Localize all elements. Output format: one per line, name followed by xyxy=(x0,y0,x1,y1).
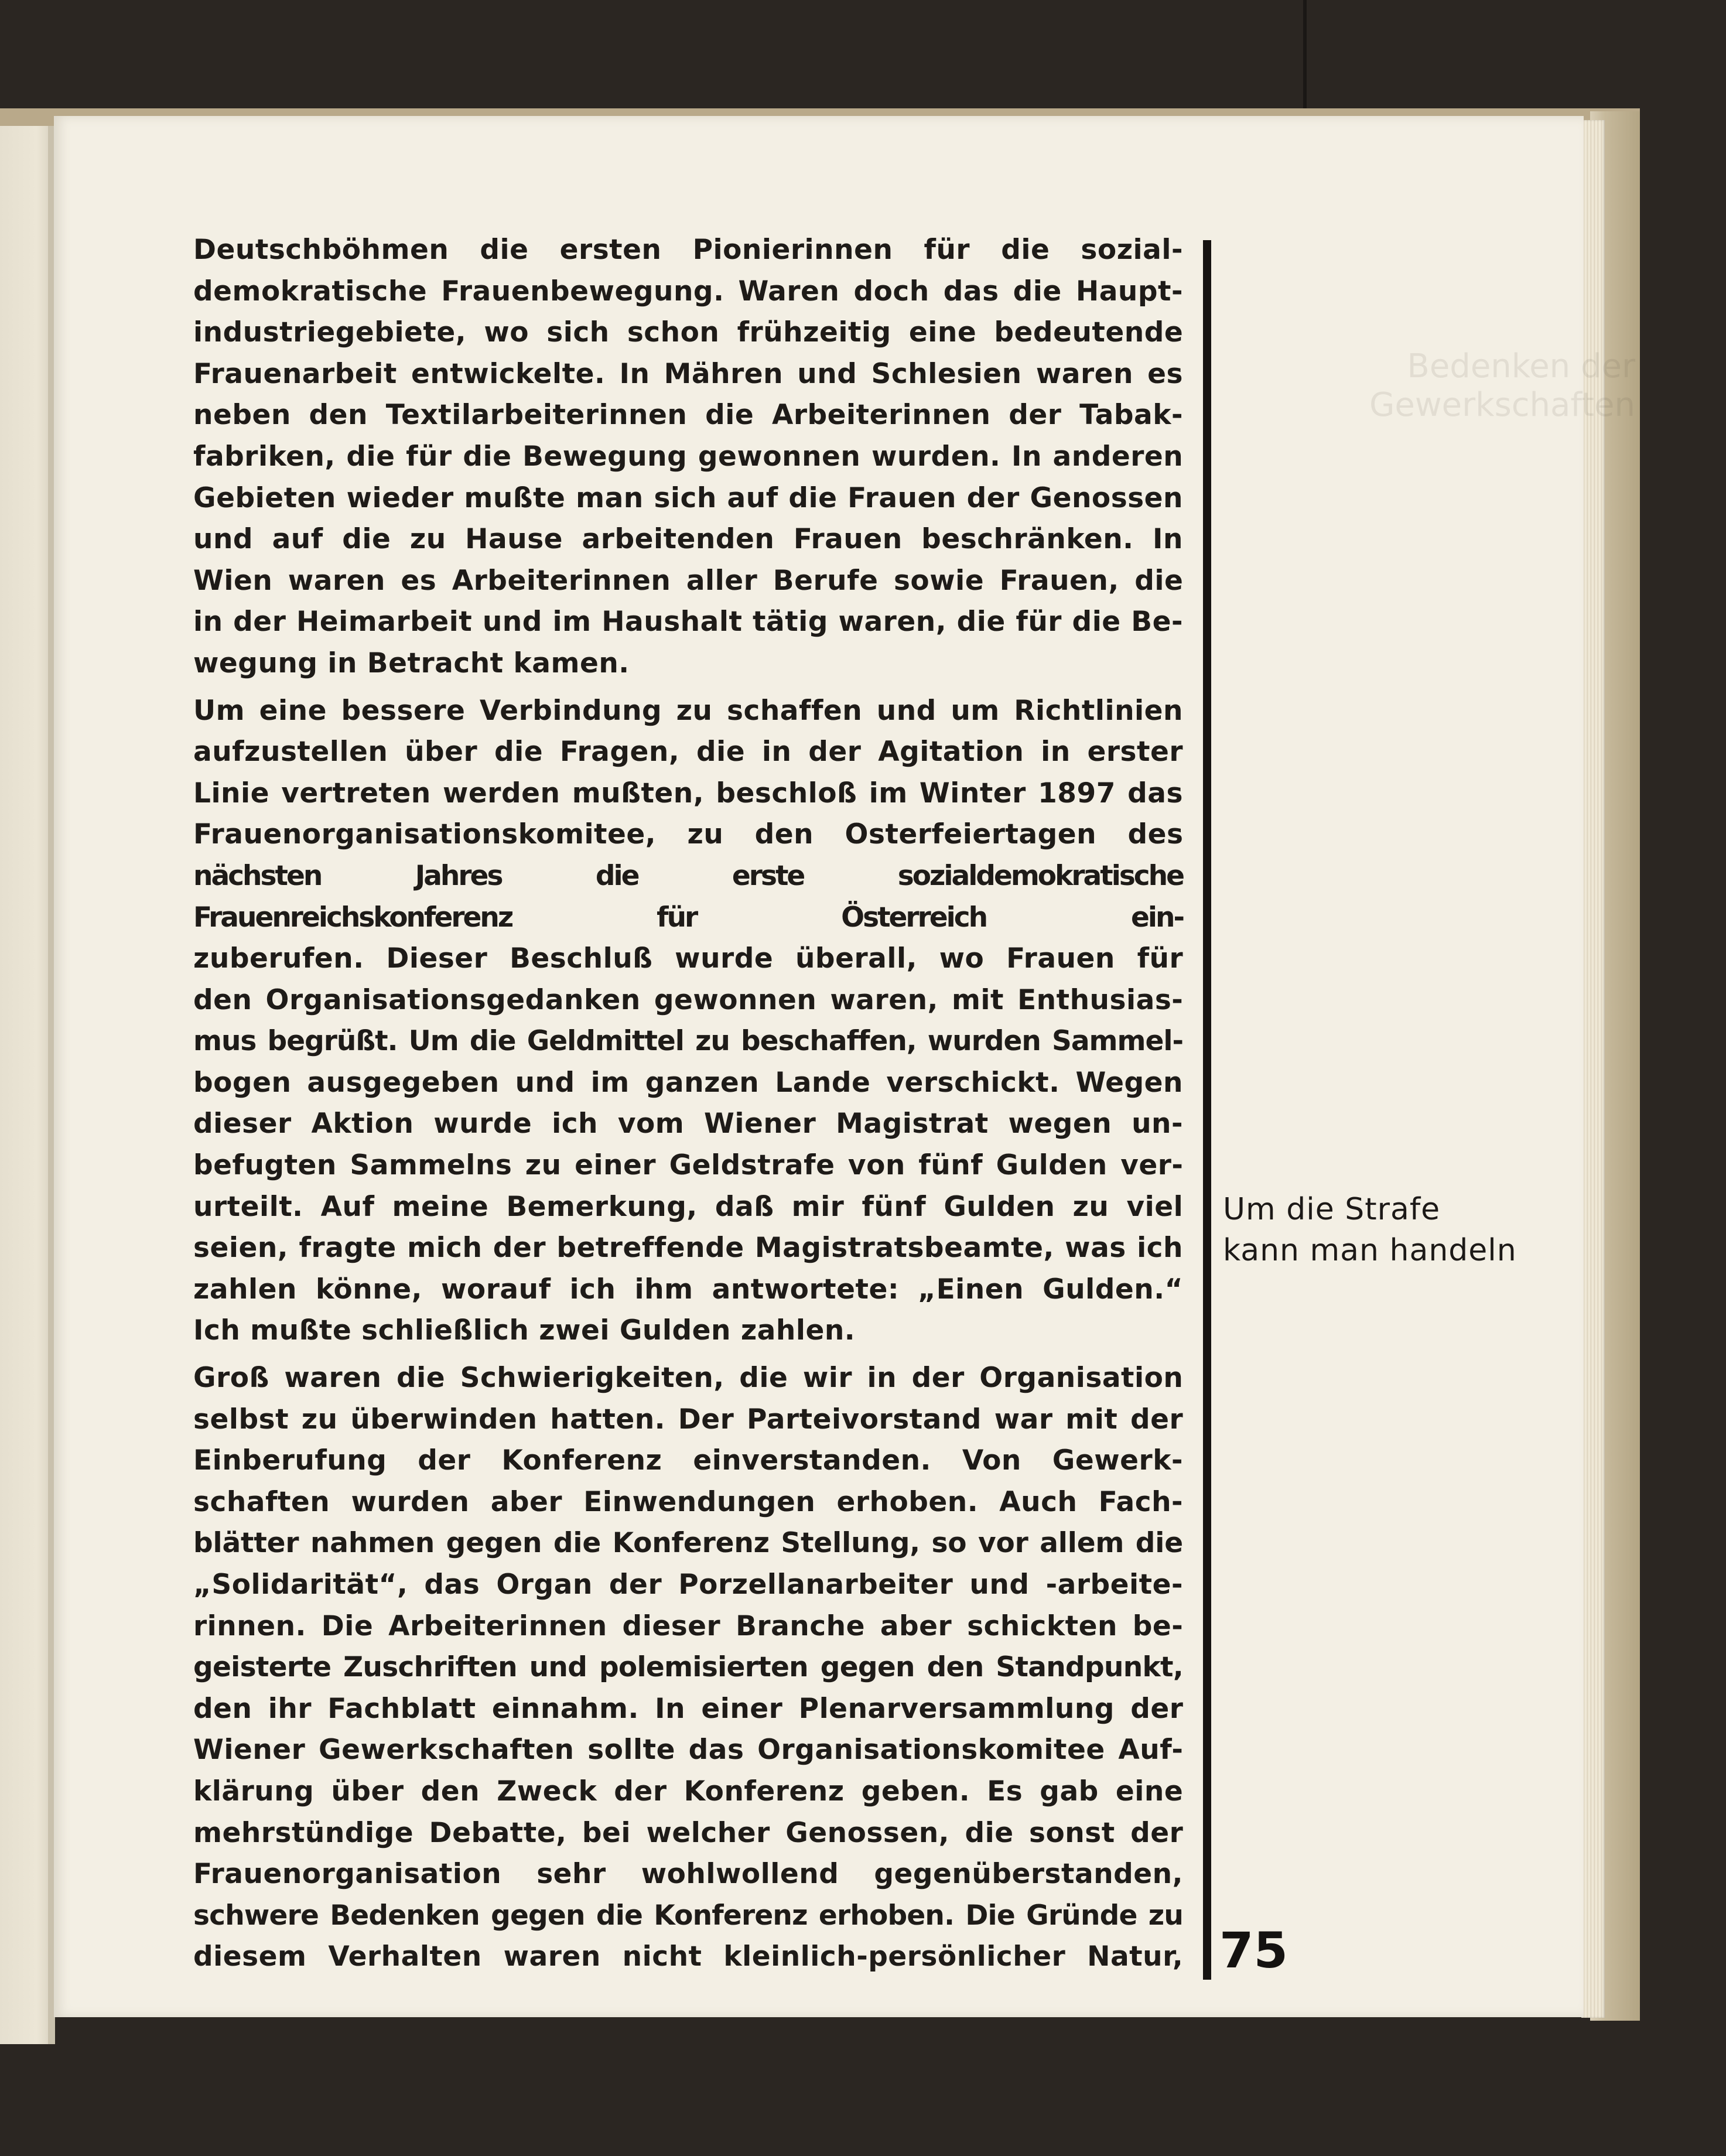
margin-note-line: Um die Strafe xyxy=(1223,1192,1441,1227)
text-line: seien, fragte mich der betreffende Magistratsbeamte, was ich xyxy=(193,1232,1183,1265)
text-line: Wien waren es Arbeiterinnen aller Berufe sowie Frauen, die xyxy=(193,564,1184,597)
show-through-text xyxy=(1331,347,1635,425)
vertical-rule xyxy=(1203,240,1211,1980)
text-line: Gebieten wieder mußte man sich auf die Frauen der Genossen xyxy=(193,481,1183,514)
body-text xyxy=(193,230,1183,1978)
show-through-line: Bedenken der xyxy=(1407,347,1635,385)
text-line: den Organisationsgedanken gewonnen waren, mit Enthusias- xyxy=(193,983,1184,1016)
text-line: nächsten Jahres die erste sozialdemokratische xyxy=(193,859,1183,892)
text-line: demokratische Frauenbewegung. Waren doch das die Haupt- xyxy=(193,275,1183,307)
text-line: Frauenreichskonferenz für Österreich ein- xyxy=(193,901,1183,934)
text-line: befugten Sammelns zu einer Geldstrafe von fünf Gulden ver- xyxy=(193,1149,1184,1182)
text-line: mus begrüßt. Um die Geldmittel zu beschaffen, wurden Sammel- xyxy=(193,1025,1183,1058)
text-line: Frauenorganisationskomitee, zu den Osterfeiertagen des xyxy=(193,818,1184,851)
text-line: schwere Bedenken gegen die Konferenz erhoben. Die Gründe zu xyxy=(193,1899,1183,1932)
text-line: Um eine bessere Verbindung zu schaffen und um Richtlinien xyxy=(193,694,1183,727)
text-line: in der Heimarbeit und im Haushalt tätig waren, die für die Be- xyxy=(193,606,1183,638)
text-line: aufzustellen über die Fragen, die in der Agitation in erster xyxy=(193,736,1183,768)
text-line: industriegebiete, wo sich schon frühzeitig eine bedeutende xyxy=(193,316,1184,349)
text-line: selbst zu überwinden hatten. Der Parteivorstand war mit der xyxy=(193,1403,1184,1436)
text-line: mehrstündige Debatte, bei welcher Genossen, die sonst der xyxy=(193,1816,1184,1849)
text-line: den ihr Fachblatt einnahm. In einer Plenarversammlung der xyxy=(193,1692,1184,1725)
text-line: fabriken, die für die Bewegung gewonnen wurden. In anderen xyxy=(193,440,1184,473)
text-line: Ich mußte schließlich zwei Gulden zahlen. xyxy=(193,1314,856,1347)
text-line: klärung über den Zweck der Konferenz geben. Es gab eine xyxy=(193,1775,1184,1808)
show-through-line: Gewerkschaften xyxy=(1369,386,1635,424)
text-line: Frauenarbeit entwickelte. In Mähren und Schlesien waren es xyxy=(193,357,1183,390)
text-line: Frauenorganisation sehr wohlwollend gegenüberstanden, xyxy=(193,1858,1183,1891)
text-line: Einberufung der Konferenz einverstanden. Von Gewerk- xyxy=(193,1444,1183,1477)
text-line: Deutschböhmen die ersten Pionierinnen für die sozial- xyxy=(193,234,1183,266)
text-line: urteilt. Auf meine Bemerkung, daß mir fünf Gulden zu viel xyxy=(193,1190,1184,1223)
text-line: dieser Aktion wurde ich vom Wiener Magistrat wegen un- xyxy=(193,1108,1183,1140)
paragraph xyxy=(193,1358,1183,1978)
text-line: blätter nahmen gegen die Konferenz Stellung, so vor allem die xyxy=(193,1527,1183,1560)
margin-note xyxy=(1223,1189,1574,1271)
text-line: „Solidarität“, das Organ der Porzellanarbeiter und -arbeite- xyxy=(193,1569,1183,1601)
paragraph xyxy=(193,691,1183,1352)
text-line: Groß waren die Schwierigkeiten, die wir in der Organisation xyxy=(193,1362,1184,1395)
text-line: zuberufen. Dieser Beschluß wurde überall, wo Frauen für xyxy=(193,942,1184,975)
text-line: und auf die zu Hause arbeitenden Frauen beschränken. In xyxy=(193,523,1183,556)
book-cover-left xyxy=(0,117,53,2044)
text-line: bogen ausgegeben und im ganzen Lande verschickt. Wegen xyxy=(193,1066,1183,1099)
text-line: zahlen könne, worauf ich ihm antwortete: „Einen Gulden.“ xyxy=(193,1273,1183,1306)
text-line: Wiener Gewerkschaften sollte das Organisationskomitee Auf- xyxy=(193,1734,1184,1767)
text-line: diesem Verhalten waren nicht kleinlich-persönlicher Natur, xyxy=(193,1940,1184,1973)
paragraph xyxy=(193,230,1183,685)
text-line: schaften wurden aber Einwendungen erhoben. Auch Fach- xyxy=(193,1485,1184,1518)
text-line: neben den Textilarbeiterinnen die Arbeiterinnen der Tabak- xyxy=(193,399,1183,432)
text-line: wegung in Betracht kamen. xyxy=(193,647,630,679)
text-line: Linie vertreten werden mußten, beschloß im Winter 1897 das xyxy=(193,777,1183,809)
text-line: rinnen. Die Arbeiterinnen dieser Branche aber schickten be- xyxy=(193,1610,1184,1642)
page-number: 75 xyxy=(1219,1922,1288,1979)
text-line: geisterte Zuschriften und polemisierten gegen den Standpunkt, xyxy=(193,1651,1183,1684)
margin-note-line: kann man handeln xyxy=(1223,1233,1517,1268)
background-edge xyxy=(1303,0,1307,108)
